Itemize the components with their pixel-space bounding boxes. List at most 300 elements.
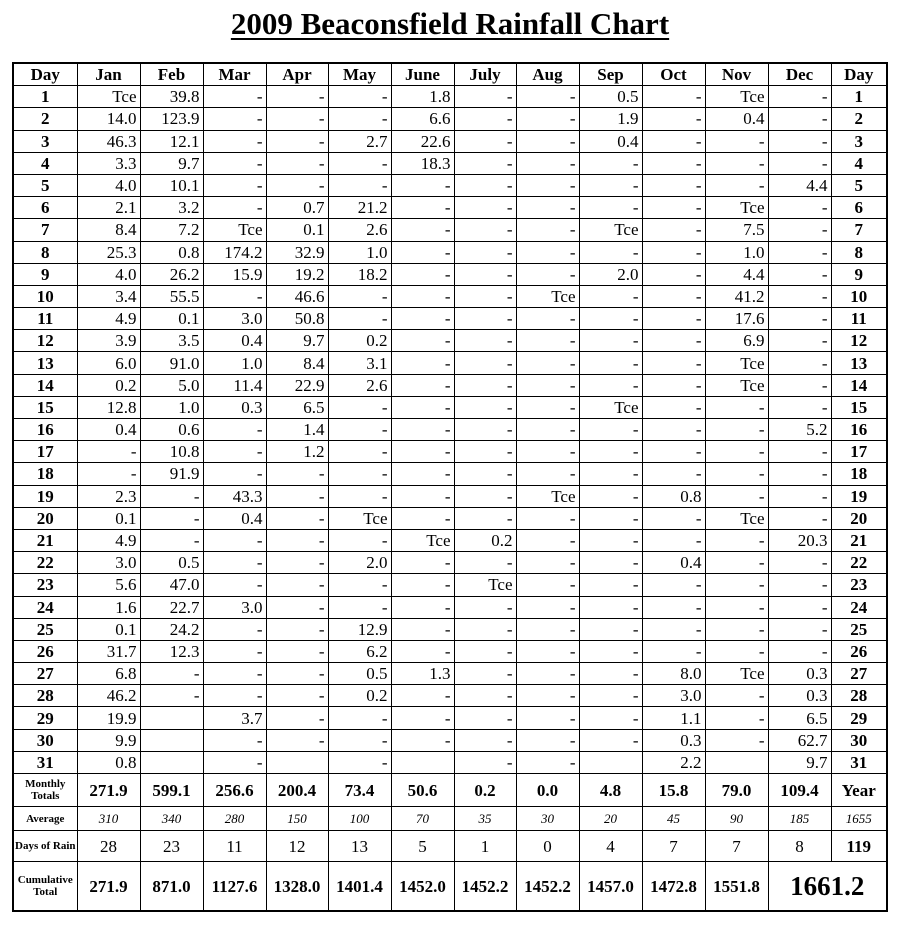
rain-cell: Tce — [516, 285, 579, 307]
rain-cell: - — [768, 374, 831, 396]
rain-cell: 6.5 — [768, 707, 831, 729]
table-row — [13, 596, 887, 618]
rain-cell: 2.6 — [328, 219, 391, 241]
day-label-right: 29 — [831, 707, 887, 729]
header-row — [13, 63, 887, 86]
rain-cell: - — [328, 396, 391, 418]
rain-cell: - — [454, 729, 516, 751]
table-row — [13, 219, 887, 241]
rain-cell: 12.8 — [77, 396, 140, 418]
rain-cell: - — [454, 241, 516, 263]
rain-cell: - — [454, 618, 516, 640]
table-row — [13, 174, 887, 196]
rain-cell: - — [768, 618, 831, 640]
rain-cell: 3.0 — [642, 685, 705, 707]
rain-cell: 18.3 — [391, 152, 454, 174]
day-label-right: 5 — [831, 174, 887, 196]
rain-cell: - — [454, 463, 516, 485]
rain-cell: 26.2 — [140, 263, 203, 285]
rain-cell: 0.6 — [140, 419, 203, 441]
rain-cell: - — [579, 507, 642, 529]
days-of-rain-row — [13, 831, 887, 862]
monthly-totals-row — [13, 774, 887, 807]
rain-cell: 12.3 — [140, 640, 203, 662]
rain-cell: - — [391, 308, 454, 330]
rain-cell: 7.5 — [705, 219, 768, 241]
rain-cell: 0.8 — [77, 751, 140, 773]
column-header: June — [391, 63, 454, 86]
page-title: 2009 Beaconsfield Rainfall Chart — [230, 6, 670, 41]
rain-cell: - — [203, 441, 266, 463]
cumulative-total-row — [13, 862, 887, 912]
rain-cell: Tce — [705, 86, 768, 108]
day-label-right: 17 — [831, 441, 887, 463]
rain-cell: - — [140, 685, 203, 707]
rain-cell: - — [328, 419, 391, 441]
rain-cell: - — [328, 574, 391, 596]
rain-cell: - — [266, 707, 328, 729]
rain-cell: - — [391, 241, 454, 263]
column-header: Jan — [77, 63, 140, 86]
rain-cell: - — [642, 640, 705, 662]
monthly_totals-cell: 4.8 — [579, 774, 642, 807]
rain-cell: - — [642, 330, 705, 352]
day-label-right: 22 — [831, 552, 887, 574]
rain-cell: - — [642, 574, 705, 596]
rain-cell: - — [454, 263, 516, 285]
rain-cell: - — [454, 374, 516, 396]
rain-cell: - — [266, 485, 328, 507]
rain-cell: - — [391, 197, 454, 219]
rain-cell: - — [454, 152, 516, 174]
rain-cell: 62.7 — [768, 729, 831, 751]
average-year-cell: 1655 — [831, 807, 887, 831]
rain-cell: 2.1 — [77, 197, 140, 219]
rain-cell: - — [516, 596, 579, 618]
rain-cell: 4.9 — [77, 529, 140, 551]
rain-cell: 11.4 — [203, 374, 266, 396]
rain-cell: - — [705, 685, 768, 707]
cumulative-cell: 1472.8 — [642, 862, 705, 912]
rain-cell: - — [454, 330, 516, 352]
rain-cell: 4.4 — [705, 263, 768, 285]
days_of_rain-cell: 28 — [77, 831, 140, 862]
day-label-right: 14 — [831, 374, 887, 396]
rain-cell: - — [454, 596, 516, 618]
column-header: Sep — [579, 63, 642, 86]
day-label-right: 10 — [831, 285, 887, 307]
rain-cell: - — [579, 463, 642, 485]
rain-cell: 2.6 — [328, 374, 391, 396]
rain-cell: 2.3 — [77, 485, 140, 507]
rain-cell: - — [516, 130, 579, 152]
day-label: 7 — [13, 219, 77, 241]
column-header: Aug — [516, 63, 579, 86]
table-row — [13, 419, 887, 441]
rain-cell: - — [768, 308, 831, 330]
rain-cell: - — [705, 618, 768, 640]
rain-cell: - — [454, 507, 516, 529]
rain-cell: 174.2 — [203, 241, 266, 263]
day-label-right: 7 — [831, 219, 887, 241]
rain-cell: - — [391, 174, 454, 196]
day-label: 15 — [13, 396, 77, 418]
rain-cell: - — [266, 130, 328, 152]
rain-cell: 1.0 — [140, 396, 203, 418]
rain-cell: - — [203, 130, 266, 152]
rain-cell: - — [579, 441, 642, 463]
rain-cell: - — [768, 330, 831, 352]
table-row — [13, 552, 887, 574]
day-label-right: 31 — [831, 751, 887, 773]
rain-cell: - — [203, 463, 266, 485]
rain-cell: 0.5 — [140, 552, 203, 574]
average-cell: 310 — [77, 807, 140, 831]
rain-cell: Tce — [705, 374, 768, 396]
rain-cell: - — [642, 441, 705, 463]
rain-cell: - — [140, 663, 203, 685]
rain-cell: 25.3 — [77, 241, 140, 263]
rain-cell: - — [203, 152, 266, 174]
rain-cell: - — [516, 441, 579, 463]
rain-cell — [391, 751, 454, 773]
rain-cell: - — [203, 552, 266, 574]
days_of_rain-cell: 13 — [328, 831, 391, 862]
day-label: 24 — [13, 596, 77, 618]
rain-cell: 0.1 — [77, 507, 140, 529]
rain-cell: - — [391, 219, 454, 241]
day-label: 16 — [13, 419, 77, 441]
rain-cell: - — [203, 685, 266, 707]
table-row — [13, 507, 887, 529]
column-header: Dec — [768, 63, 831, 86]
average-cell: 100 — [328, 807, 391, 831]
average-cell: 280 — [203, 807, 266, 831]
rain-cell: - — [328, 596, 391, 618]
average-cell: 340 — [140, 807, 203, 831]
rain-cell: - — [642, 419, 705, 441]
rain-cell: 9.7 — [768, 751, 831, 773]
rain-cell: - — [516, 640, 579, 662]
rain-cell: - — [516, 574, 579, 596]
day-label: 8 — [13, 241, 77, 263]
monthly_totals-cell: 50.6 — [391, 774, 454, 807]
rain-cell: 2.0 — [328, 552, 391, 574]
day-label: 22 — [13, 552, 77, 574]
rain-cell: 8.4 — [77, 219, 140, 241]
rain-cell: 1.1 — [642, 707, 705, 729]
table-row — [13, 640, 887, 662]
rain-cell: 0.3 — [768, 685, 831, 707]
rain-cell: - — [203, 285, 266, 307]
day-label: 31 — [13, 751, 77, 773]
monthly_totals-label: Monthly Totals — [13, 774, 77, 807]
column-header: Feb — [140, 63, 203, 86]
rain-cell: 3.3 — [77, 152, 140, 174]
rain-cell: - — [140, 485, 203, 507]
cumulative-cell: 1551.8 — [705, 862, 768, 912]
rain-cell: Tce — [454, 574, 516, 596]
rain-cell: 17.6 — [705, 308, 768, 330]
rain-cell: - — [328, 108, 391, 130]
rain-cell: 47.0 — [140, 574, 203, 596]
rain-cell: 0.3 — [203, 396, 266, 418]
day-label-right: 11 — [831, 308, 887, 330]
rain-cell: 20.3 — [768, 529, 831, 551]
day-label-right: 24 — [831, 596, 887, 618]
table-row — [13, 663, 887, 685]
day-label-right: 12 — [831, 330, 887, 352]
rain-cell: - — [768, 197, 831, 219]
day-label: 6 — [13, 197, 77, 219]
table-row — [13, 130, 887, 152]
average-cell: 70 — [391, 807, 454, 831]
days_of_rain-cell: 8 — [768, 831, 831, 862]
rain-cell: - — [454, 396, 516, 418]
rain-cell: 0.5 — [328, 663, 391, 685]
rain-cell: 1.6 — [77, 596, 140, 618]
rain-cell — [266, 751, 328, 773]
rain-cell: 50.8 — [266, 308, 328, 330]
rain-cell: - — [705, 441, 768, 463]
rain-cell: - — [391, 485, 454, 507]
rain-cell: - — [642, 241, 705, 263]
rain-cell: - — [768, 396, 831, 418]
rain-cell: 1.4 — [266, 419, 328, 441]
rain-cell: - — [203, 574, 266, 596]
rain-cell: - — [516, 552, 579, 574]
rain-cell: - — [579, 152, 642, 174]
rain-cell: - — [266, 174, 328, 196]
day-label-right: 26 — [831, 640, 887, 662]
rain-cell: - — [642, 374, 705, 396]
rain-cell: - — [705, 463, 768, 485]
rain-cell: - — [579, 574, 642, 596]
cumulative-label: Cumulative Total — [13, 862, 77, 912]
rain-cell: - — [328, 463, 391, 485]
rain-cell: - — [642, 86, 705, 108]
rain-cell: - — [391, 396, 454, 418]
rain-cell: 4.4 — [768, 174, 831, 196]
rain-cell: - — [454, 552, 516, 574]
table-row — [13, 707, 887, 729]
rain-cell: 2.0 — [579, 263, 642, 285]
rain-cell: 24.2 — [140, 618, 203, 640]
rain-cell: Tce — [705, 197, 768, 219]
rain-cell: - — [768, 463, 831, 485]
average-cell: 30 — [516, 807, 579, 831]
rain-cell: 6.5 — [266, 396, 328, 418]
rain-cell: - — [579, 485, 642, 507]
rain-cell: - — [203, 529, 266, 551]
rain-cell: - — [391, 463, 454, 485]
rain-cell: - — [266, 596, 328, 618]
rain-cell: - — [391, 507, 454, 529]
table-row — [13, 197, 887, 219]
rain-cell: 12.1 — [140, 130, 203, 152]
rain-cell: - — [516, 86, 579, 108]
column-header: Day — [13, 63, 77, 86]
day-label: 30 — [13, 729, 77, 751]
rain-cell: 3.1 — [328, 352, 391, 374]
rain-cell: - — [203, 108, 266, 130]
rain-cell: - — [705, 174, 768, 196]
rain-cell: 3.7 — [203, 707, 266, 729]
rain-cell: - — [328, 86, 391, 108]
monthly_totals-cell: 200.4 — [266, 774, 328, 807]
rain-cell: - — [516, 751, 579, 773]
rain-cell: 32.9 — [266, 241, 328, 263]
rain-cell: - — [454, 441, 516, 463]
rain-cell: - — [391, 352, 454, 374]
rain-cell: 1.0 — [328, 241, 391, 263]
rain-cell: - — [454, 108, 516, 130]
rain-cell: - — [328, 729, 391, 751]
rain-cell: - — [266, 552, 328, 574]
rain-cell: 3.4 — [77, 285, 140, 307]
rain-cell — [140, 729, 203, 751]
rain-cell: - — [391, 441, 454, 463]
rain-cell: - — [203, 419, 266, 441]
average-cell: 45 — [642, 807, 705, 831]
days_of_rain-cell: 7 — [705, 831, 768, 862]
rain-cell: Tce — [328, 507, 391, 529]
average-label: Average — [13, 807, 77, 831]
rain-cell: 0.5 — [579, 86, 642, 108]
days_of_rain-cell: 0 — [516, 831, 579, 862]
table-row — [13, 152, 887, 174]
table-row — [13, 285, 887, 307]
rain-cell: 0.8 — [140, 241, 203, 263]
rain-cell: - — [266, 640, 328, 662]
rain-cell: - — [579, 529, 642, 551]
rain-cell: 39.8 — [140, 86, 203, 108]
rain-cell: - — [516, 308, 579, 330]
day-label: 28 — [13, 685, 77, 707]
rain-cell: - — [768, 596, 831, 618]
rain-cell: - — [454, 174, 516, 196]
rain-cell: - — [642, 618, 705, 640]
day-label: 29 — [13, 707, 77, 729]
rain-cell: 0.3 — [768, 663, 831, 685]
rain-cell: 9.9 — [77, 729, 140, 751]
rain-cell: - — [579, 552, 642, 574]
cumulative-cell: 1401.4 — [328, 862, 391, 912]
rain-cell: - — [516, 396, 579, 418]
rain-cell: - — [705, 552, 768, 574]
day-label: 18 — [13, 463, 77, 485]
rain-cell: - — [768, 241, 831, 263]
rain-cell: - — [391, 285, 454, 307]
rain-cell: - — [579, 618, 642, 640]
rain-cell: - — [768, 574, 831, 596]
table-row — [13, 108, 887, 130]
rain-cell: - — [705, 419, 768, 441]
rain-cell: - — [768, 285, 831, 307]
rain-cell: 2.7 — [328, 130, 391, 152]
day-label: 4 — [13, 152, 77, 174]
days-of-rain-year-cell: 119 — [831, 831, 887, 862]
rain-cell: - — [768, 130, 831, 152]
rain-cell: Tce — [579, 219, 642, 241]
rain-cell: - — [328, 174, 391, 196]
rain-cell: - — [579, 352, 642, 374]
rain-cell: 5.6 — [77, 574, 140, 596]
days_of_rain-cell: 7 — [642, 831, 705, 862]
rain-cell: - — [516, 529, 579, 551]
rain-cell — [579, 751, 642, 773]
rain-cell: 0.4 — [705, 108, 768, 130]
day-label: 25 — [13, 618, 77, 640]
rain-cell: - — [454, 751, 516, 773]
day-label: 17 — [13, 441, 77, 463]
day-label: 5 — [13, 174, 77, 196]
rain-cell: 1.0 — [705, 241, 768, 263]
table-row — [13, 241, 887, 263]
rain-cell: Tce — [516, 485, 579, 507]
average-cell: 20 — [579, 807, 642, 831]
rain-cell: 0.1 — [266, 219, 328, 241]
rain-cell: - — [391, 263, 454, 285]
table-row — [13, 308, 887, 330]
rain-cell: 9.7 — [266, 330, 328, 352]
rain-cell: 3.0 — [203, 308, 266, 330]
rain-cell: - — [516, 374, 579, 396]
rain-cell: - — [454, 685, 516, 707]
rain-cell — [705, 751, 768, 773]
days_of_rain-cell: 11 — [203, 831, 266, 862]
rain-cell: - — [140, 529, 203, 551]
rain-cell: 5.0 — [140, 374, 203, 396]
table-row — [13, 352, 887, 374]
rain-cell: - — [768, 441, 831, 463]
cumulative-cell: 871.0 — [140, 862, 203, 912]
rain-cell: - — [516, 219, 579, 241]
rain-cell: 18.2 — [328, 263, 391, 285]
year-label: Year — [831, 774, 887, 807]
rain-cell: - — [705, 707, 768, 729]
day-label: 19 — [13, 485, 77, 507]
column-header: July — [454, 63, 516, 86]
rain-cell: - — [768, 640, 831, 662]
day-label: 10 — [13, 285, 77, 307]
rain-cell: - — [328, 707, 391, 729]
rain-cell: - — [705, 596, 768, 618]
rain-cell: - — [642, 152, 705, 174]
rain-cell: 22.6 — [391, 130, 454, 152]
rain-cell: - — [642, 529, 705, 551]
rain-cell: - — [705, 729, 768, 751]
days_of_rain-cell: 5 — [391, 831, 454, 862]
rain-cell: 0.7 — [266, 197, 328, 219]
rain-cell: - — [391, 640, 454, 662]
day-label: 21 — [13, 529, 77, 551]
day-label-right: 16 — [831, 419, 887, 441]
rain-cell: - — [203, 729, 266, 751]
table-row — [13, 441, 887, 463]
rain-cell: - — [391, 707, 454, 729]
rain-cell: - — [328, 751, 391, 773]
rain-cell: - — [768, 485, 831, 507]
cumulative-cell: 1452.0 — [391, 862, 454, 912]
rain-cell: - — [328, 152, 391, 174]
day-label-right: 27 — [831, 663, 887, 685]
rain-cell: 0.3 — [642, 729, 705, 751]
rain-cell: 1.8 — [391, 86, 454, 108]
rain-cell: - — [579, 419, 642, 441]
table-row — [13, 330, 887, 352]
rain-cell: - — [579, 640, 642, 662]
